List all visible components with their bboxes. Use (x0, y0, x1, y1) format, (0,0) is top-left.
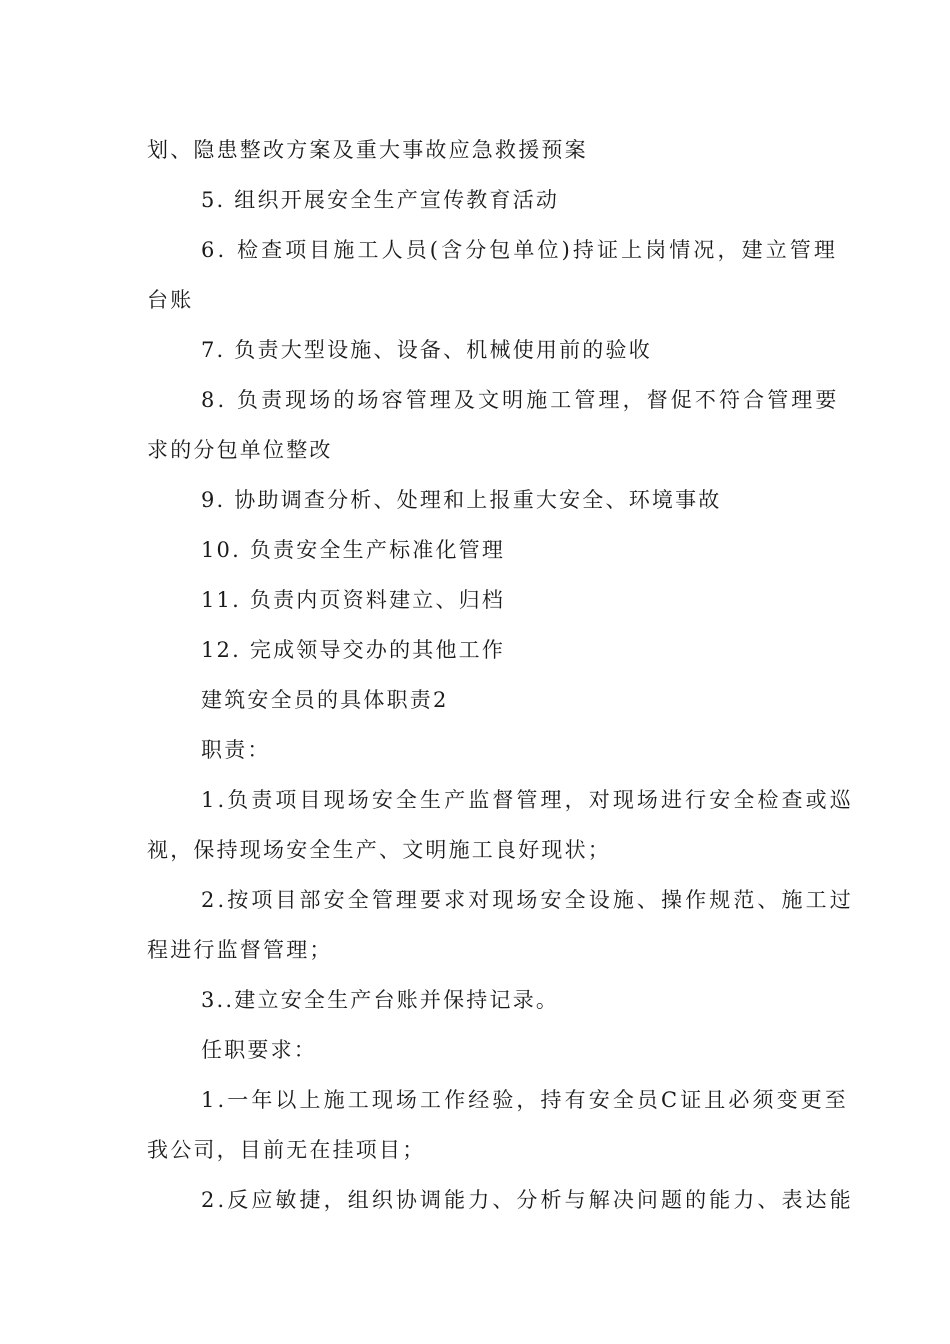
list-item: 9. 协助调查分析、处理和上报重大安全、环境事故 (201, 488, 722, 512)
text-line: 程进行监督管理； (147, 938, 333, 962)
list-item: 1.一年以上施工现场工作经验，持有安全员C证且必须变更至 (201, 1088, 849, 1112)
text-line: 求的分包单位整改 (147, 438, 333, 462)
text-line: 台账 (147, 288, 194, 312)
subheading: 职责： (201, 738, 271, 762)
text-line: 视，保持现场安全生产、文明施工良好现状； (147, 838, 611, 862)
list-item: 5. 组织开展安全生产宣传教育活动 (201, 188, 560, 212)
list-item: 8. 负责现场的场容管理及文明施工管理，督促不符合管理要 (201, 388, 840, 412)
list-item: 6. 检查项目施工人员(含分包单位)持证上岗情况，建立管理 (201, 238, 838, 262)
subheading: 任职要求： (201, 1038, 317, 1062)
list-item: 1.负责项目现场安全生产监督管理，对现场进行安全检查或巡 (201, 788, 854, 812)
list-item: 10. 负责安全生产标准化管理 (201, 538, 506, 562)
text-line: 划、隐患整改方案及重大事故应急救援预案 (147, 138, 588, 162)
list-item: 2.反应敏捷，组织协调能力、分析与解决问题的能力、表达能 (201, 1188, 854, 1212)
list-item: 7. 负责大型设施、设备、机械使用前的验收 (201, 338, 652, 362)
section-heading: 建筑安全员的具体职责2 (201, 688, 449, 712)
list-item: 3..建立安全生产台账并保持记录。 (201, 988, 560, 1012)
text-line: 我公司，目前无在挂项目； (147, 1138, 426, 1162)
list-item: 2.按项目部安全管理要求对现场安全设施、操作规范、施工过 (201, 888, 854, 912)
list-item: 11. 负责内页资料建立、归档 (201, 588, 506, 612)
list-item: 12. 完成领导交办的其他工作 (201, 638, 506, 662)
